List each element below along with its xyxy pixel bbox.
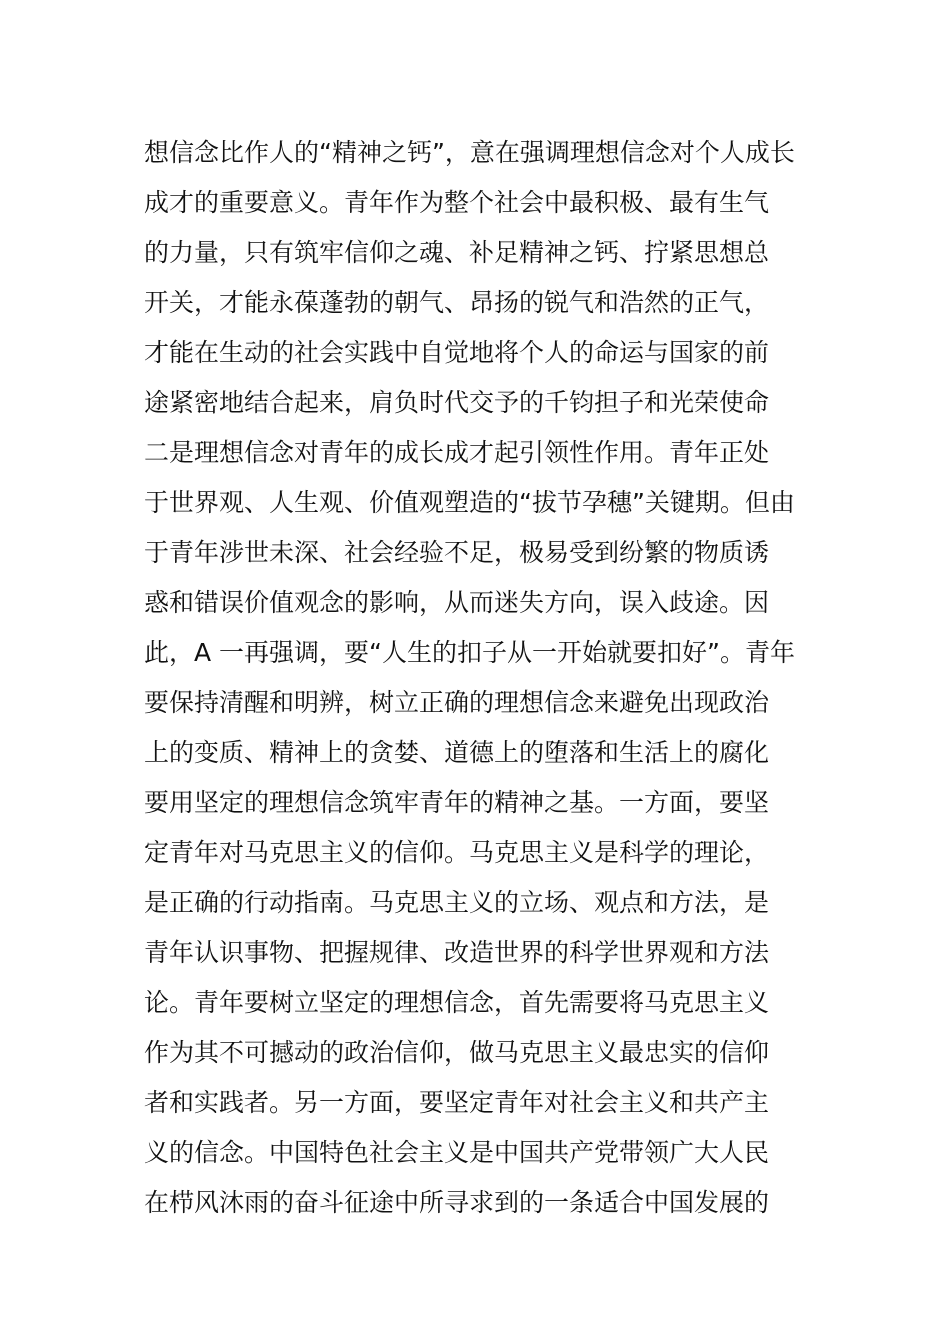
text-line: 的力量，只有筑牢信仰之魂、补足精神之钙、拧紧思想总: [144, 238, 770, 267]
text-line: 是正确的行动指南。马克思主义的立场、观点和方法，是: [144, 888, 770, 917]
text-line: 想信念比作人的“精神之钙”，意在强调理想信念对个人成长: [144, 138, 795, 167]
text-line: 于青年涉世未深、社会经验不足，极易受到纷繁的物质诱: [144, 538, 770, 567]
text-line: 者和实践者。另一方面，要坚定青年对社会主义和共产主: [144, 1088, 770, 1117]
text-line: 开关，才能永葆蓬勃的朝气、昂扬的锐气和浩然的正气，: [144, 288, 770, 317]
text-line: 成才的重要意义。青年作为整个社会中最积极、最有生气: [144, 188, 770, 217]
text-line: 要保持清醒和明辨，树立正确的理想信念来避免出现政治: [144, 688, 770, 717]
text-line: 二是理想信念对青年的成长成才起引领性作用。青年正处: [144, 438, 770, 467]
text-line: 在栉风沐雨的奋斗征途中所寻求到的一条适合中国发展的: [144, 1188, 770, 1217]
text-line: 途紧密地结合起来，肩负时代交予的千钧担子和光荣使命: [144, 388, 770, 417]
text-line: 作为其不可撼动的政治信仰，做马克思主义最忠实的信仰: [144, 1038, 770, 1067]
text-line: 论。青年要树立坚定的理想信念，首先需要将马克思主义: [144, 988, 770, 1017]
text-line: 要用坚定的理想信念筑牢青年的精神之基。一方面，要坚: [144, 788, 770, 817]
text-line: 定青年对马克思主义的信仰。马克思主义是科学的理论，: [144, 838, 770, 867]
text-line: 才能在生动的社会实践中自觉地将个人的命运与国家的前: [144, 338, 770, 367]
text-line: 于世界观、人生观、价值观塑造的“拔节孕穗”关键期。但由: [144, 488, 795, 517]
text-line: 惑和错误价值观念的影响，从而迷失方向，误入歧途。因: [144, 588, 770, 617]
body-text: [144, 128, 824, 1228]
text-line: 义的信念。中国特色社会主义是中国共产党带领广大人民: [144, 1138, 770, 1167]
text-line: 此，A 一再强调，要“人生的扣子从一开始就要扣好”。青年: [144, 638, 795, 667]
text-line: 青年认识事物、把握规律、改造世界的科学世界观和方法: [144, 938, 770, 967]
text-line: 上的变质、精神上的贪婪、道德上的堕落和生活上的腐化: [144, 738, 770, 767]
